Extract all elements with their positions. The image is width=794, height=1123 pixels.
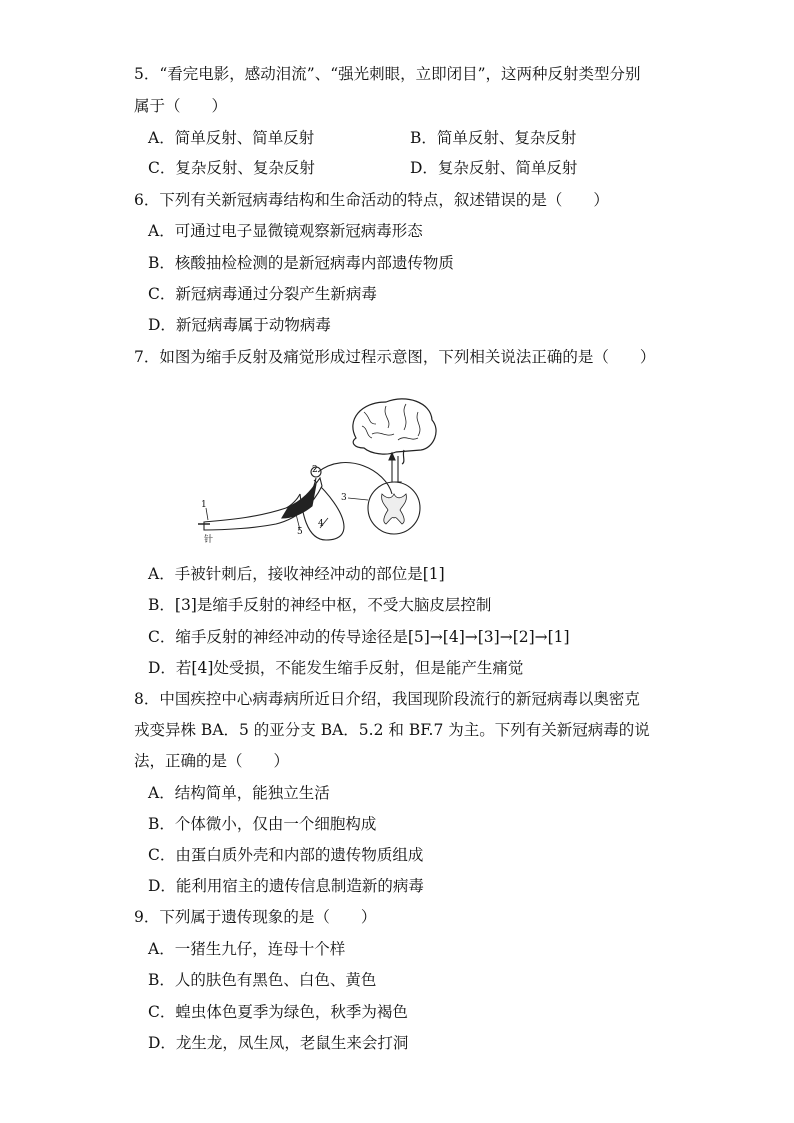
q5-stem-line2: 属于（ ） xyxy=(134,97,228,115)
q8-stem-line1: 8．中国疾控中心病毒病所近日介绍，我国现阶段流行的新冠病毒以奥密克 xyxy=(134,690,640,708)
q6-option-b: B．核酸抽检检测的是新冠病毒内部遗传物质 xyxy=(148,254,454,272)
q5-option-d: D．复杂反射、简单反射 xyxy=(410,159,578,177)
label-5: 5 xyxy=(297,527,303,537)
q8-option-b: B．个体微小，仅由一个细胞构成 xyxy=(148,815,377,833)
label-2: 2 xyxy=(312,465,318,475)
q7-option-a: A．手被针刺后，接收神经冲动的部位是[1] xyxy=(148,565,445,583)
q5-stem-line1: 5．“看完电影，感动泪流”、“强光刺眼，立即闭目”，这两种反射类型分别 xyxy=(134,65,641,83)
q5-option-c: C．复杂反射、复杂反射 xyxy=(148,159,315,177)
arm-illustration xyxy=(204,478,322,530)
q9-option-c: C．蝗虫体色夏季为绿色，秋季为褐色 xyxy=(148,1003,408,1021)
label-1: 1 xyxy=(201,500,207,510)
q7-option-b: B．[3]是缩手反射的神经中枢，不受大脑皮层控制 xyxy=(148,596,492,614)
q8-stem-line3: 法，正确的是（ ） xyxy=(134,752,290,770)
label-needle: 针 xyxy=(204,535,214,545)
q8-option-d: D．能利用宿主的遗传信息制造新的病毒 xyxy=(148,877,424,895)
q9-option-a: A．一猪生九仔，连母十个样 xyxy=(148,940,346,958)
q9-option-d: D．龙生龙，凤生凤，老鼠生来会打洞 xyxy=(148,1034,409,1052)
reflex-arc-figure xyxy=(196,390,446,550)
q6-option-c: C．新冠病毒通过分裂产生新病毒 xyxy=(148,285,377,303)
q6-stem: 6．下列有关新冠病毒结构和生命活动的特点，叙述错误的是（ ） xyxy=(134,191,609,209)
label-3: 3 xyxy=(341,493,347,503)
brain-illustration xyxy=(353,399,436,464)
q8-option-a: A．结构简单，能独立生活 xyxy=(148,784,330,802)
q7-stem: 7．如图为缩手反射及痛觉形成过程示意图，下列相关说法正确的是（ ） xyxy=(134,348,656,366)
spinal-cord-section xyxy=(368,482,420,534)
q7-option-c: C．缩手反射的神经冲动的传导途径是[5]→[4]→[3]→[2]→[1] xyxy=(148,628,570,646)
reflex-arc-diagram xyxy=(196,390,446,550)
q9-stem: 9．下列属于遗传现象的是（ ） xyxy=(134,908,377,926)
q9-option-b: B．人的肤色有黑色、白色、黄色 xyxy=(148,971,377,989)
q5-option-a: A．简单反射、简单反射 xyxy=(148,129,315,147)
q6-option-d: D．新冠病毒属于动物病毒 xyxy=(148,316,331,334)
q8-option-c: C．由蛋白质外壳和内部的遗传物质组成 xyxy=(148,846,424,864)
q6-option-a: A．可通过电子显微镜观察新冠病毒形态 xyxy=(148,222,423,240)
label-4: 4 xyxy=(318,519,324,529)
q5-option-b: B．简单反射、复杂反射 xyxy=(410,129,577,147)
q7-option-d: D．若[4]处受损，不能发生缩手反射，但是能产生痛觉 xyxy=(148,659,524,677)
q8-stem-line2: 戎变异株 BA．5 的亚分支 BA．5.2 和 BF.7 为主。下列有关新冠病毒的说 xyxy=(134,721,650,739)
